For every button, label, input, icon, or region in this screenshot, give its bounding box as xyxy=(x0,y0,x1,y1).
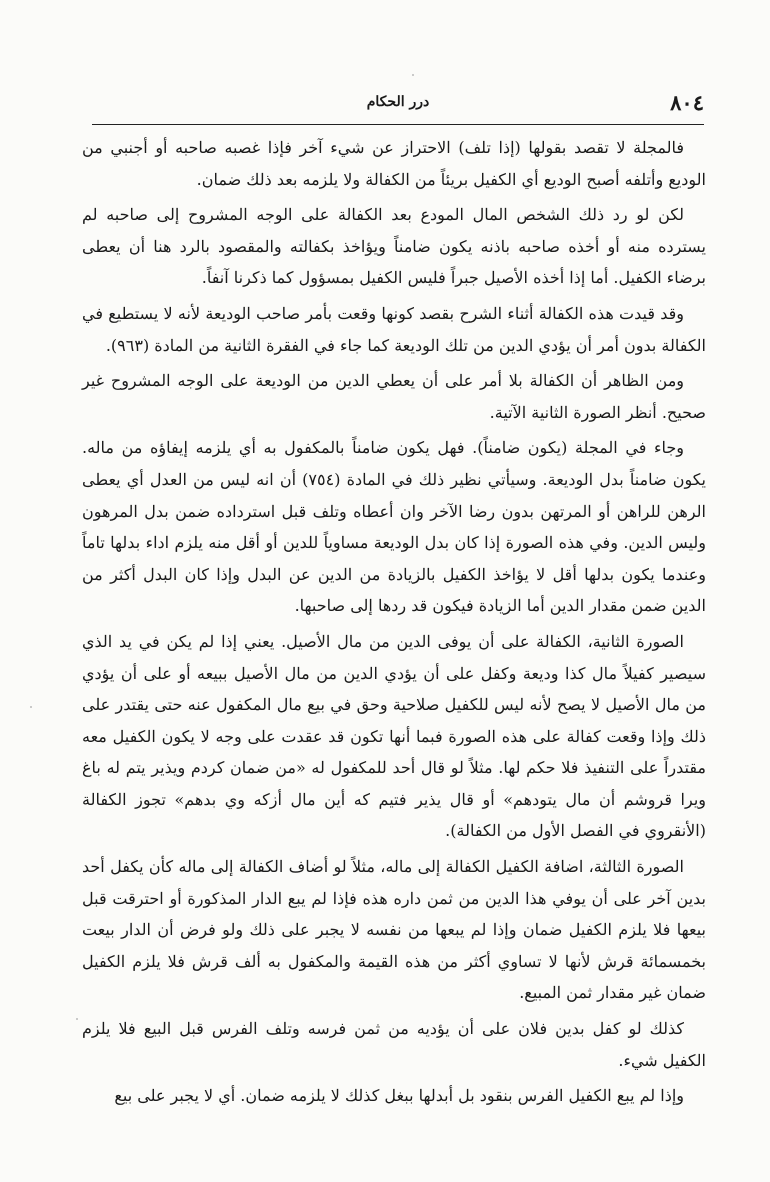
page-header xyxy=(92,88,704,122)
paragraph: لكن لو رد ذلك الشخص المال المودع بعد الكفالة على الوجه المشروح إلى صاحبه لم يسترده منه أو أخذه صاحبه باذنه يكون ضامناً ويؤاخذ بكفالته والمقصود بالرد هنا أن يعطى برضاء الكفيل. أما إذا أخذه الأصيل جبراً فليس الكفيل بمسؤول كما ذكرنا آنفاً. xyxy=(82,205,706,288)
paragraph: فالمجلة لا تقصد بقولها (إذا تلف) الاحتراز عن شيء آخر فإذا غصبه صاحبه أو أجنبي من الوديع وأتلفه أصبح الوديع أي الكفيل بريئاً من الكفالة ولا يلزمه بعد ذلك ضمان. xyxy=(82,138,706,189)
paragraph: الصورة الثالثة، اضافة الكفيل الكفالة إلى ماله، مثلاً لو أضاف الكفالة إلى ماله كأن يكفل أحد بدين آخر على أن يوفي هذا الدين من ثمن داره هذه فإذا لم يبع الدار المذكورة أو احترقت قبل بيعها فلا يلزم الكفيل ضمان وإذا لم يبعها من نفسه لا يجبر على ذلك ولو فرض أن الدار بيعت بخمسمائة قرش لأنها لا تساوي أكثر من هذه القيمة والمكفول به ألف قرش فلا يلزم الكفيل ضمان غير مقدار ثمن المبيع. xyxy=(82,857,706,1003)
paragraph: ومن الظاهر أن الكفالة بلا أمر على أن يعطي الدين من الوديعة على الوجه المشروح غير صحيح. أنظر الصورة الثانية الآتية. xyxy=(82,371,706,422)
paragraph: الصورة الثانية، الكفالة على أن يوفى الدين من مال الأصيل. يعني إذا لم يكن في يد الذي سيصير كفيلاً مال كذا وديعة وكفل على أن يؤدي الدين من مال الأصيل ببيعه أو على أن يؤدي من مال الأصيل لا يصح لأنه ليس للكفيل صلاحية وحق في بيع مال المكفول عنه حتى يقتدر على ذلك وإذا وقعت كفالة على هذه الصورة فبما أنها تكون قد عقدت على وجه لا يكون الكفيل معه مقتدراً على التنفيذ فلا حكم لها. مثلاً لو قال أحد للمكفول له «من ضمان كردم ويذير يتم له باغ ويرا قروشم أن مال يتودهم» أو قال يذير فتيم كه أين مال أزكه وي بدهم» تجوز الكفالة (الأنقروي في الفصل الأول من الكفالة). xyxy=(82,631,706,841)
paragraph: وإذا لم يبع الكفيل الفرس بنقود بل أبدلها ببغل كذلك لا يلزمه ضمان. أي لا يجبر على بيع xyxy=(114,1086,684,1106)
header-rule xyxy=(92,124,704,125)
scan-speck xyxy=(76,1018,78,1020)
body-text xyxy=(82,132,706,1116)
scan-speck xyxy=(412,74,414,76)
paragraph: كذلك لو كفل بدين فلان على أن يؤديه من ثمن فرسه وتلف الفرس قبل البيع فلا يلزم الكفيل شيء. xyxy=(82,1019,706,1070)
scan-speck xyxy=(30,706,32,708)
paragraph: وقد قيدت هذه الكفالة أثناء الشرح بقصد كونها وقعت بأمر صاحب الوديعة لأنه لا يستطيع في الكفالة بدون أمر أن يؤدي الدين من تلك الوديعة كما جاء في الفقرة الثانية من المادة (٩٦٣). xyxy=(82,303,706,355)
paragraph: وجاء في المجلة (يكون ضامناً). فهل يكون ضامناً بالمكفول به أي يلزمه إيفاؤه من ماله. يكون ضامناً بدل الوديعة. وسيأتي نظير ذلك في المادة (٧٥٤) أن انه ليس من العدل أي يعطى الرهن للراهن أو المرتهن بدون رضا الآخر وان أعطاه وتلف قبل استرداده ضمن بدل المرهون وليس الدين. وفي هذه الصورة إذا كان بدل الوديعة مساوياً للدين أو أقل منه يلزم اداء بدلها تاماً وعندما يكون بدلها أقل لا يؤاخذ الكفيل بالزيادة من الدين عن البدل وإذا كان البدل أكثر من الدين ضمن مقدار الدين أما الزيادة فيكون قد ردها إلى صاحبها. xyxy=(82,438,707,616)
book-title: درر الحكام xyxy=(366,94,430,110)
page-number: ٨٠٤ xyxy=(670,90,704,115)
